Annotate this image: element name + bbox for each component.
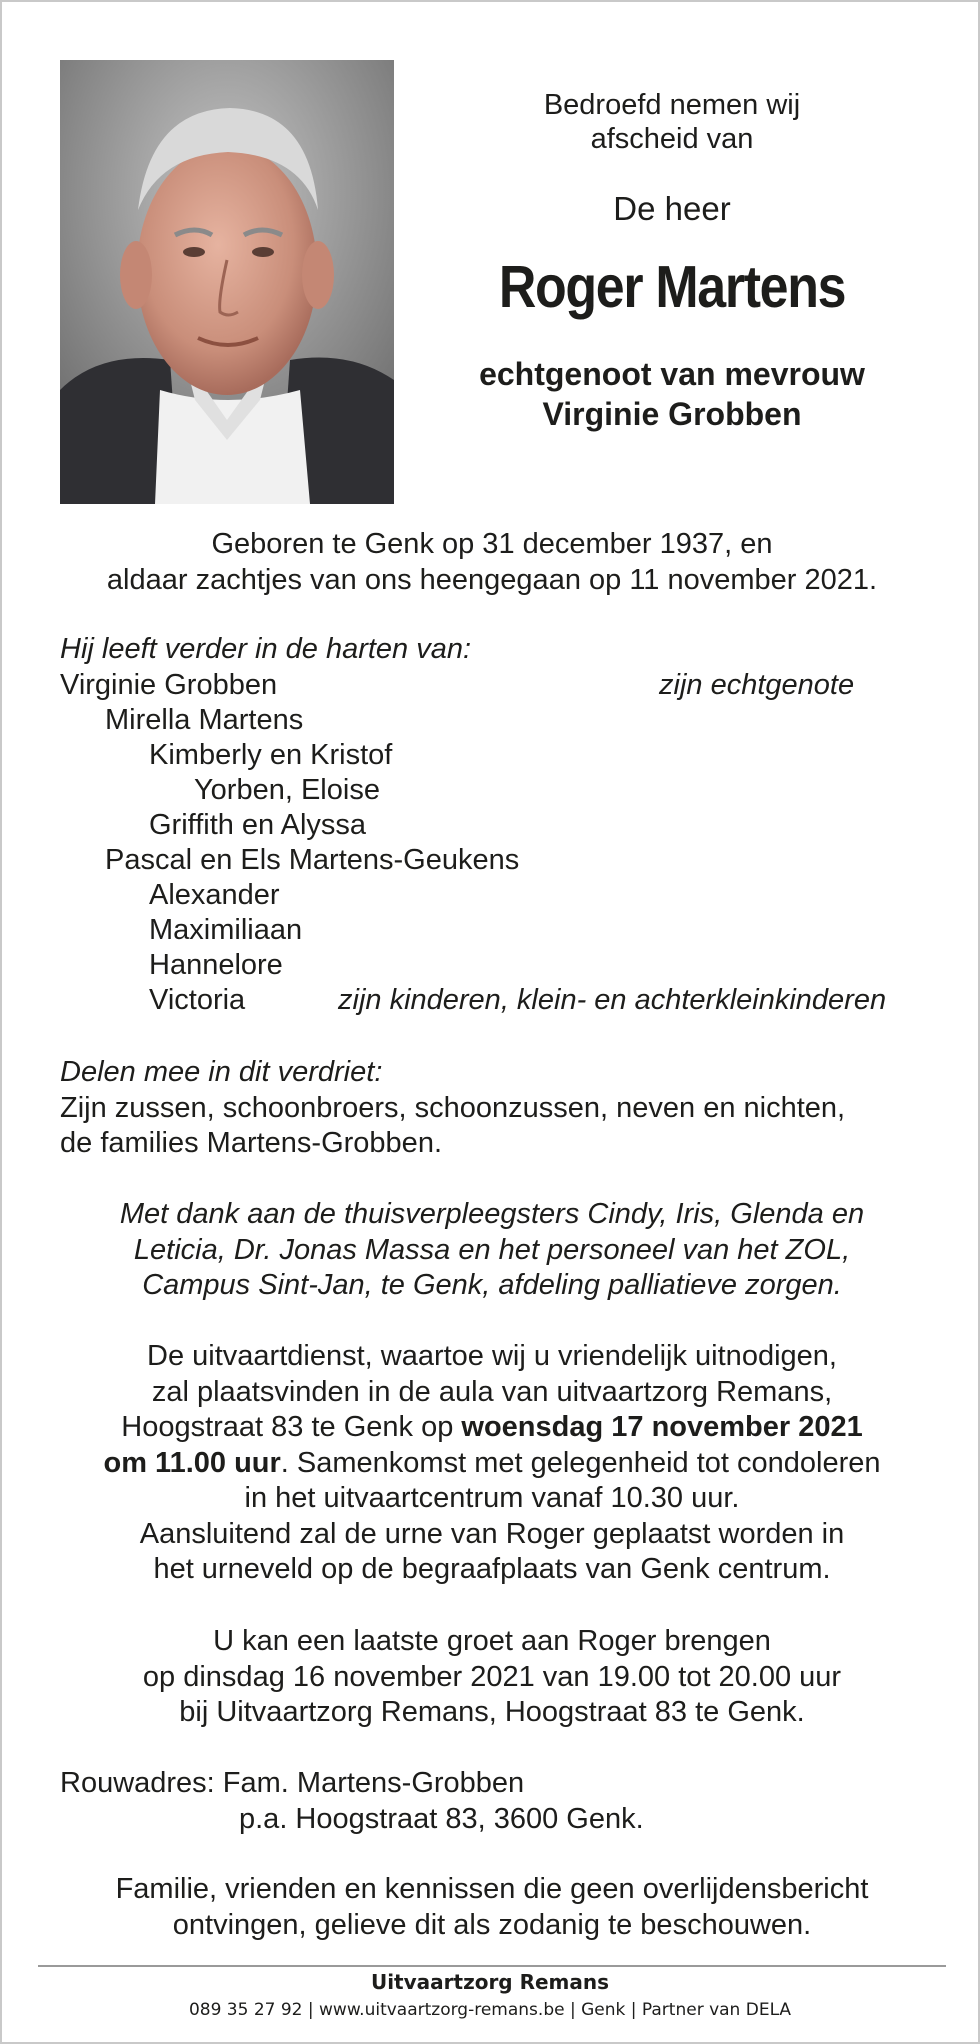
service-line-2: zal plaatsvinden in de aula van uitvaartzorg Remans, [151, 1375, 833, 1408]
spouse-relation: zijn echtgenote [659, 669, 855, 701]
family-member: Mirella Martens [105, 704, 304, 736]
notice-line-2: ontvingen, gelieve dit als zodanig te beschouwen. [172, 1908, 812, 1941]
birth-death-text [42, 526, 942, 598]
sorrow-block [60, 1055, 940, 1162]
service-line-7: het urneveld op de begraafplaats van Genk centrum. [153, 1553, 831, 1585]
portrait-photo [60, 60, 394, 504]
header-block [422, 88, 922, 434]
visit-block [32, 1624, 952, 1731]
notice-line-1: Familie, vrienden en kennissen die geen overlijdensbericht [115, 1873, 869, 1905]
family-member: Kimberly en Kristof [149, 739, 393, 771]
family-member: Virginie Grobben [60, 669, 278, 701]
children-relation: zijn kinderen, klein- en achterkleinkinderen [338, 984, 887, 1016]
thanks-line-2: Leticia, Dr. Jonas Massa en het personeel van het ZOL, [133, 1233, 851, 1266]
service-line-4 [32, 1446, 952, 1482]
service-block [32, 1339, 952, 1588]
salutation: De heer [613, 190, 731, 227]
spouse-line-1: echtgenoot van mevrouw [479, 356, 865, 392]
service-line-1: De uitvaartdienst, waartoe wij u vriendelijk uitnodigen, [147, 1340, 837, 1372]
service-time: om 11.00 uur [103, 1446, 281, 1479]
notice-block [32, 1872, 952, 1943]
family-member: Maximiliaan [149, 914, 303, 946]
footer-title: Uitvaartzorg Remans [370, 1970, 610, 1994]
service-date: woensdag 17 november 2021 [461, 1411, 863, 1443]
family-member: Pascal en Els Martens-Geukens [105, 844, 520, 876]
address-line-2: p.a. Hoogstraat 83, 3600 Genk. [239, 1803, 644, 1835]
thanks-line-1: Met dank aan de thuisverpleegsters Cindy, Iris, Glenda en [119, 1198, 865, 1230]
thanks-line-3: Campus Sint-Jan, te Genk, afdeling palliatieve zorgen. [142, 1269, 842, 1301]
visit-line-1: U kan een laatste groet aan Roger brengen [213, 1625, 771, 1657]
address-line-1: Rouwadres: Fam. Martens-Grobben [60, 1767, 525, 1799]
born-line-2: aldaar zachtjes van ons heengegaan op 11 november 2021. [106, 564, 878, 596]
intro-text [422, 88, 922, 156]
sorrow-line-1: Zijn zussen, schoonbroers, schoonzussen, neven en nichten, [60, 1091, 846, 1124]
spouse-line-2: Virginie Grobben [542, 396, 802, 432]
thanks-block [32, 1197, 952, 1304]
intro-line-1: Bedroefd nemen wij [543, 89, 801, 121]
family-member: Yorben, Eloise [194, 774, 380, 806]
service-line-6: Aansluitend zal de urne van Roger geplaatst worden in [139, 1517, 845, 1550]
service-line-3 [32, 1410, 952, 1446]
service-line-3-prefix: Hoogstraat 83 te Genk op [121, 1411, 462, 1443]
family-member: Griffith en Alyssa [149, 809, 367, 841]
intro-line-2: afscheid van [590, 123, 754, 155]
family-member: Victoria [149, 984, 246, 1016]
family-member: Alexander [149, 879, 280, 911]
family-heading: Hij leeft verder in de harten van: [60, 633, 472, 665]
footer-divider [38, 1965, 946, 1967]
sorrow-line-2: de families Martens-Grobben. [60, 1127, 442, 1159]
family-member: Hannelore [149, 949, 283, 981]
sorrow-heading: Delen mee in dit verdriet: [60, 1056, 383, 1088]
born-line-1: Geboren te Genk op 31 december 1937, en [211, 528, 773, 560]
visit-line-3: bij Uitvaartzorg Remans, Hoogstraat 83 te Genk. [179, 1696, 805, 1728]
footer-contact-info: 089 35 27 92 | www.uitvaartzorg-remans.be | Genk | Partner van DELA [188, 2000, 792, 2020]
spouse-text [422, 354, 922, 434]
visit-line-2: op dinsdag 16 november 2021 van 19.00 tot 20.00 uur [142, 1660, 842, 1693]
service-line-4-suffix: . Samenkomst met gelegenheid tot condoleren [280, 1446, 881, 1479]
deceased-name: Roger Martens [498, 254, 846, 320]
service-line-5: in het uitvaartcentrum vanaf 10.30 uur. [244, 1482, 740, 1514]
